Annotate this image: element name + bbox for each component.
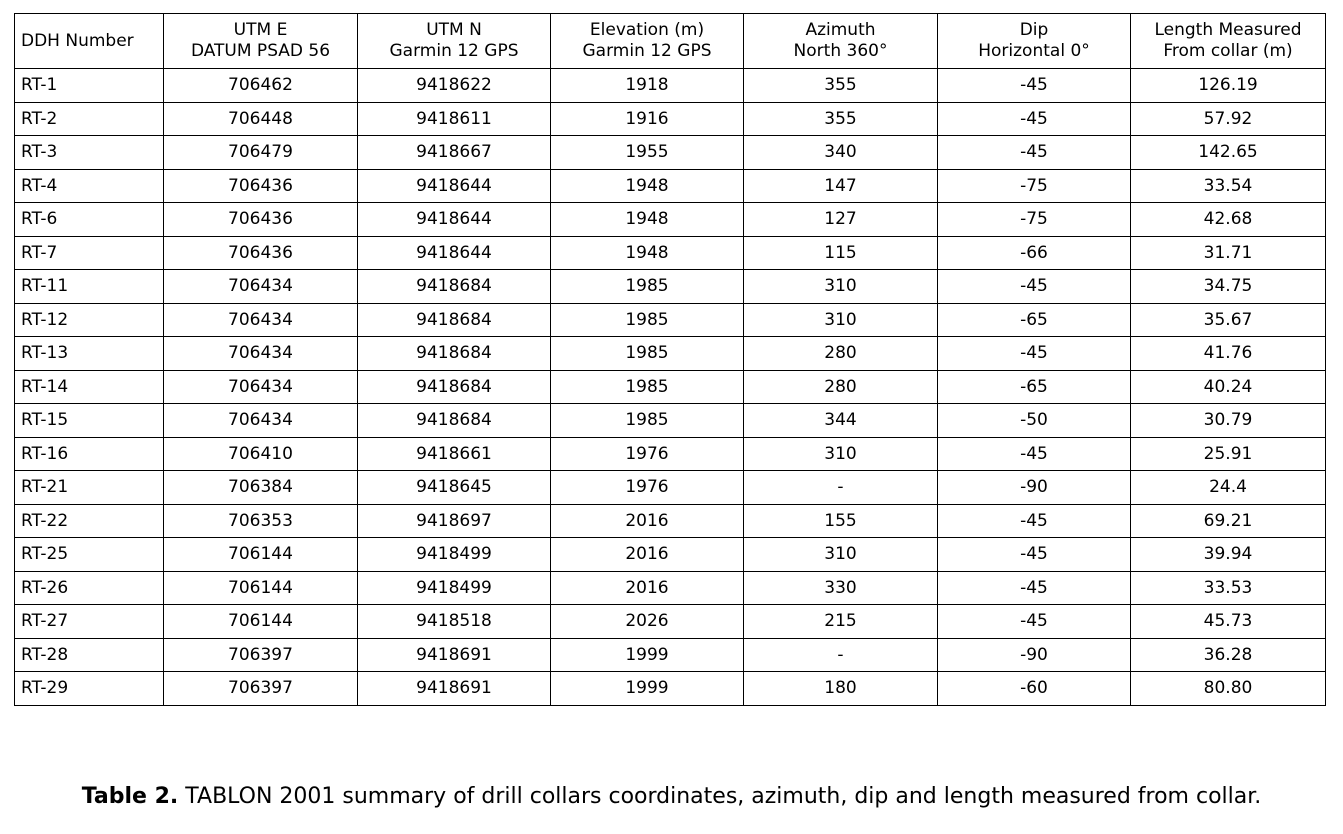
table-row <box>15 471 1326 505</box>
cell-ddh-number: RT-3 <box>15 136 164 170</box>
cell-azimuth: 340 <box>744 136 938 170</box>
drill-collar-table <box>14 13 1326 706</box>
cell-azimuth: 310 <box>744 303 938 337</box>
header-dip <box>938 14 1131 69</box>
cell-length-measured: 35.67 <box>1131 303 1326 337</box>
cell-elevation: 1948 <box>551 236 744 270</box>
header-line: UTM N <box>426 20 482 40</box>
cell-length-measured: 30.79 <box>1131 404 1326 438</box>
cell-ddh-number: RT-14 <box>15 370 164 404</box>
table-body <box>15 69 1326 706</box>
cell-utm-e: 706144 <box>164 605 358 639</box>
cell-ddh-number: RT-1 <box>15 69 164 103</box>
header-line: UTM E <box>233 20 288 40</box>
cell-utm-e: 706397 <box>164 672 358 706</box>
cell-dip: -45 <box>938 136 1131 170</box>
header-line: DDH Number <box>21 30 134 51</box>
cell-utm-n: 9418644 <box>358 203 551 237</box>
cell-elevation: 1976 <box>551 471 744 505</box>
header-ddh-number <box>15 14 164 69</box>
cell-ddh-number: RT-7 <box>15 236 164 270</box>
cell-elevation: 1985 <box>551 337 744 371</box>
cell-azimuth: 147 <box>744 169 938 203</box>
cell-ddh-number: RT-29 <box>15 672 164 706</box>
cell-elevation: 1976 <box>551 437 744 471</box>
cell-utm-e: 706434 <box>164 404 358 438</box>
table-row <box>15 571 1326 605</box>
cell-azimuth: - <box>744 638 938 672</box>
cell-length-measured: 39.94 <box>1131 538 1326 572</box>
cell-elevation: 2026 <box>551 605 744 639</box>
table-row <box>15 605 1326 639</box>
cell-dip: -66 <box>938 236 1131 270</box>
cell-utm-n: 9418518 <box>358 605 551 639</box>
cell-length-measured: 36.28 <box>1131 638 1326 672</box>
header-line: From collar (m) <box>1163 41 1293 61</box>
cell-length-measured: 80.80 <box>1131 672 1326 706</box>
cell-utm-e: 706434 <box>164 303 358 337</box>
header-azimuth <box>744 14 938 69</box>
header-line: Azimuth <box>805 20 876 40</box>
cell-azimuth: 355 <box>744 69 938 103</box>
cell-dip: -45 <box>938 337 1131 371</box>
table-row <box>15 236 1326 270</box>
cell-utm-n: 9418684 <box>358 370 551 404</box>
cell-azimuth: 330 <box>744 571 938 605</box>
header-line: Garmin 12 GPS <box>389 41 519 61</box>
header-utm-n <box>358 14 551 69</box>
cell-utm-e: 706462 <box>164 69 358 103</box>
header-row <box>15 14 1326 69</box>
cell-utm-e: 706434 <box>164 370 358 404</box>
cell-utm-n: 9418661 <box>358 437 551 471</box>
caption-text: TABLON 2001 summary of drill collars coordinates, azimuth, dip and length measured from collar. <box>178 784 1262 809</box>
cell-elevation: 1918 <box>551 69 744 103</box>
cell-dip: -65 <box>938 303 1131 337</box>
cell-azimuth: 310 <box>744 538 938 572</box>
cell-elevation: 1955 <box>551 136 744 170</box>
cell-utm-e: 706397 <box>164 638 358 672</box>
table-row <box>15 672 1326 706</box>
table-row <box>15 437 1326 471</box>
header-line: Dip <box>1019 20 1049 40</box>
cell-ddh-number: RT-15 <box>15 404 164 438</box>
cell-utm-n: 9418644 <box>358 169 551 203</box>
cell-elevation: 1948 <box>551 203 744 237</box>
header-line: North 360° <box>793 41 888 61</box>
cell-utm-e: 706479 <box>164 136 358 170</box>
cell-ddh-number: RT-16 <box>15 437 164 471</box>
cell-azimuth: 280 <box>744 337 938 371</box>
cell-length-measured: 24.4 <box>1131 471 1326 505</box>
cell-dip: -45 <box>938 571 1131 605</box>
cell-ddh-number: RT-12 <box>15 303 164 337</box>
cell-dip: -45 <box>938 538 1131 572</box>
cell-azimuth: 180 <box>744 672 938 706</box>
table-caption <box>0 784 1343 809</box>
table-row <box>15 69 1326 103</box>
table-row <box>15 504 1326 538</box>
cell-length-measured: 41.76 <box>1131 337 1326 371</box>
cell-dip: -75 <box>938 169 1131 203</box>
table-row <box>15 270 1326 304</box>
cell-utm-e: 706353 <box>164 504 358 538</box>
cell-elevation: 2016 <box>551 538 744 572</box>
header-length-measured <box>1131 14 1326 69</box>
cell-azimuth: - <box>744 471 938 505</box>
cell-azimuth: 310 <box>744 270 938 304</box>
cell-utm-n: 9418622 <box>358 69 551 103</box>
cell-azimuth: 344 <box>744 404 938 438</box>
cell-azimuth: 155 <box>744 504 938 538</box>
cell-length-measured: 33.53 <box>1131 571 1326 605</box>
cell-utm-e: 706436 <box>164 203 358 237</box>
cell-azimuth: 310 <box>744 437 938 471</box>
cell-azimuth: 127 <box>744 203 938 237</box>
cell-utm-n: 9418645 <box>358 471 551 505</box>
cell-ddh-number: RT-22 <box>15 504 164 538</box>
header-line: DATUM PSAD 56 <box>190 41 331 61</box>
cell-ddh-number: RT-4 <box>15 169 164 203</box>
cell-utm-n: 9418667 <box>358 136 551 170</box>
cell-length-measured: 31.71 <box>1131 236 1326 270</box>
cell-utm-n: 9418499 <box>358 571 551 605</box>
cell-elevation: 1948 <box>551 169 744 203</box>
cell-dip: -45 <box>938 69 1131 103</box>
header-line: Horizontal 0° <box>978 41 1090 61</box>
table-row <box>15 102 1326 136</box>
cell-elevation: 1985 <box>551 270 744 304</box>
cell-dip: -65 <box>938 370 1131 404</box>
cell-utm-n: 9418684 <box>358 337 551 371</box>
table-row <box>15 370 1326 404</box>
cell-utm-e: 706144 <box>164 538 358 572</box>
cell-azimuth: 115 <box>744 236 938 270</box>
cell-dip: -50 <box>938 404 1131 438</box>
cell-utm-n: 9418697 <box>358 504 551 538</box>
cell-elevation: 2016 <box>551 504 744 538</box>
table-row <box>15 169 1326 203</box>
cell-length-measured: 33.54 <box>1131 169 1326 203</box>
header-utm-e <box>164 14 358 69</box>
cell-dip: -45 <box>938 102 1131 136</box>
cell-utm-e: 706144 <box>164 571 358 605</box>
cell-length-measured: 42.68 <box>1131 203 1326 237</box>
cell-elevation: 2016 <box>551 571 744 605</box>
cell-length-measured: 34.75 <box>1131 270 1326 304</box>
table-row <box>15 337 1326 371</box>
table-row <box>15 638 1326 672</box>
cell-utm-n: 9418644 <box>358 236 551 270</box>
cell-azimuth: 280 <box>744 370 938 404</box>
header-line: Elevation (m) <box>589 20 705 40</box>
header-elevation <box>551 14 744 69</box>
cell-elevation: 1985 <box>551 404 744 438</box>
cell-utm-n: 9418684 <box>358 270 551 304</box>
cell-utm-e: 706436 <box>164 169 358 203</box>
cell-dip: -45 <box>938 437 1131 471</box>
cell-utm-e: 706434 <box>164 337 358 371</box>
cell-dip: -90 <box>938 471 1131 505</box>
cell-utm-n: 9418691 <box>358 638 551 672</box>
cell-ddh-number: RT-6 <box>15 203 164 237</box>
table-header <box>15 14 1326 69</box>
cell-utm-e: 706448 <box>164 102 358 136</box>
cell-elevation: 1999 <box>551 638 744 672</box>
cell-dip: -75 <box>938 203 1131 237</box>
cell-elevation: 1999 <box>551 672 744 706</box>
cell-elevation: 1916 <box>551 102 744 136</box>
table-row <box>15 404 1326 438</box>
cell-ddh-number: RT-25 <box>15 538 164 572</box>
table-row <box>15 203 1326 237</box>
cell-ddh-number: RT-26 <box>15 571 164 605</box>
caption-label: Table 2. <box>81 784 179 809</box>
cell-elevation: 1985 <box>551 303 744 337</box>
cell-dip: -45 <box>938 504 1131 538</box>
cell-length-measured: 45.73 <box>1131 605 1326 639</box>
cell-utm-n: 9418684 <box>358 404 551 438</box>
header-line: Length Measured <box>1154 20 1302 40</box>
cell-length-measured: 40.24 <box>1131 370 1326 404</box>
table-row <box>15 538 1326 572</box>
cell-dip: -60 <box>938 672 1131 706</box>
table-row <box>15 136 1326 170</box>
cell-dip: -90 <box>938 638 1131 672</box>
cell-utm-e: 706434 <box>164 270 358 304</box>
cell-length-measured: 126.19 <box>1131 69 1326 103</box>
table-row <box>15 303 1326 337</box>
cell-azimuth: 215 <box>744 605 938 639</box>
cell-length-measured: 69.21 <box>1131 504 1326 538</box>
cell-utm-e: 706384 <box>164 471 358 505</box>
cell-utm-n: 9418691 <box>358 672 551 706</box>
cell-ddh-number: RT-21 <box>15 471 164 505</box>
cell-ddh-number: RT-2 <box>15 102 164 136</box>
cell-ddh-number: RT-27 <box>15 605 164 639</box>
cell-utm-n: 9418499 <box>358 538 551 572</box>
cell-utm-n: 9418684 <box>358 303 551 337</box>
header-line: Garmin 12 GPS <box>582 41 712 61</box>
cell-length-measured: 25.91 <box>1131 437 1326 471</box>
cell-length-measured: 57.92 <box>1131 102 1326 136</box>
cell-elevation: 1985 <box>551 370 744 404</box>
cell-dip: -45 <box>938 270 1131 304</box>
cell-ddh-number: RT-13 <box>15 337 164 371</box>
cell-utm-e: 706410 <box>164 437 358 471</box>
cell-azimuth: 355 <box>744 102 938 136</box>
cell-utm-e: 706436 <box>164 236 358 270</box>
cell-ddh-number: RT-28 <box>15 638 164 672</box>
cell-utm-n: 9418611 <box>358 102 551 136</box>
cell-length-measured: 142.65 <box>1131 136 1326 170</box>
cell-dip: -45 <box>938 605 1131 639</box>
cell-ddh-number: RT-11 <box>15 270 164 304</box>
